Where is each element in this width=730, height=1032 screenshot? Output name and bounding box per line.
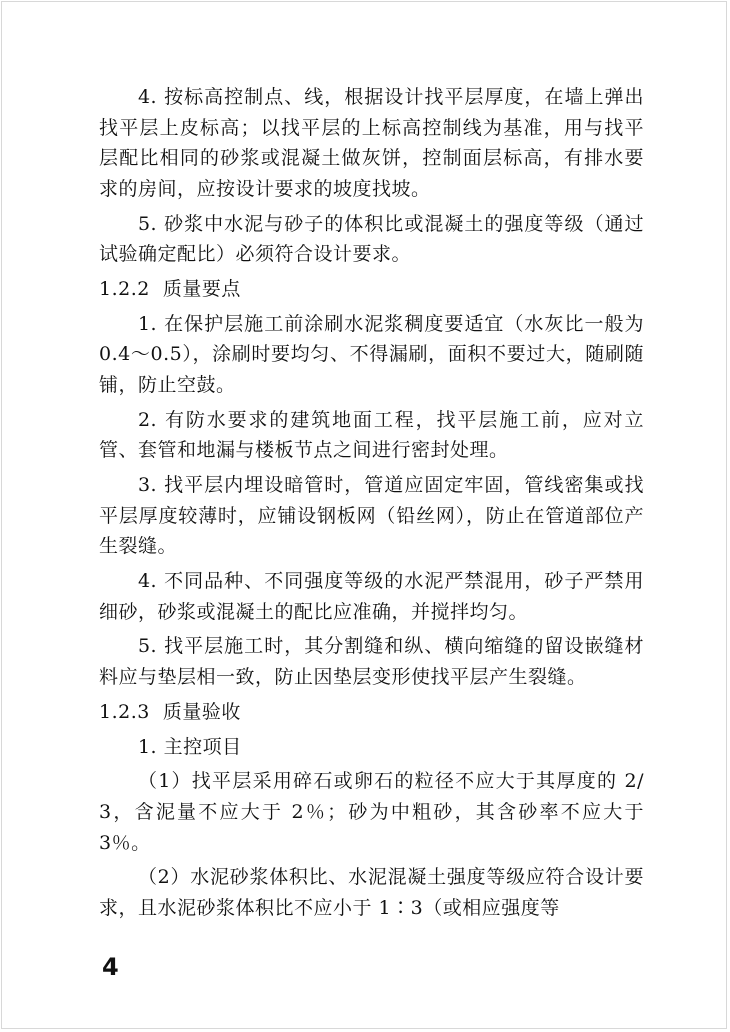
paragraph-embedded-pipes: 3. 找平层内埋设暗管时，管道应固定牢固，管线密集或找平层厚度较薄时，应铺设钢板网（铅丝网），防止在管道部位产生裂缝。 [99,474,644,558]
section-heading-quality-acceptance: 1.2.3 质量验收 [99,700,241,723]
paragraph-main-items: 1. 主控项目 [137,735,242,758]
paragraph-cement-types: 4. 不同品种、不同强度等级的水泥严禁混用，砂子严禁用细砂，砂浆或混凝土的配比应准确，并搅拌均匀。 [99,570,644,623]
document-body [99,82,644,928]
page-number: 4 [102,953,119,981]
paragraph-aggregate-size: （1）找平层采用碎石或卵石的粒径不应大于其厚度的 2/3，含泥量不应大于 2％；砂为中粗砂，其含砂率不应大于 3％。 [99,770,644,854]
paragraph-waterproof-seal: 2. 有防水要求的建筑地面工程，找平层施工前，应对立管、套管和地漏与楼板节点之间进行密封处理。 [99,408,644,462]
paragraph-mix-ratio: 5. 砂浆中水泥与砂子的体积比或混凝土的强度等级（通过试验确定配比）必须符合设计要求。 [99,212,644,266]
paragraph-mortar-ratio: （2）水泥砂浆体积比、水泥混凝土强度等级应符合设计要求，且水泥砂浆体积比不应小于 1∶3（或相应强度等 [99,866,644,919]
paragraph-joints: 5. 找平层施工时，其分割缝和纵、横向缩缝的留设嵌缝材料应与垫层相一致，防止因垫层变形使找平层产生裂缝。 [99,635,644,688]
section-heading-quality-points: 1.2.2 质量要点 [99,277,241,300]
paragraph-find-slope: 4. 按标高控制点、线，根据设计找平层厚度，在墙上弹出找平层上皮标高；以找平层的上标高控制线为基准，用与找平层配比相同的砂浆或混凝土做灰饼，控制面层标高，有排水要求的房间，应按设计要求的坡度找坡。 [99,86,644,200]
paragraph-cement-slurry: 1. 在保护层施工前涂刷水泥浆稠度要适宜（水灰比一般为 0.4～0.5），涂刷时要均匀、不得漏刷，面积不要过大，随刷随铺，防止空鼓。 [99,312,644,396]
